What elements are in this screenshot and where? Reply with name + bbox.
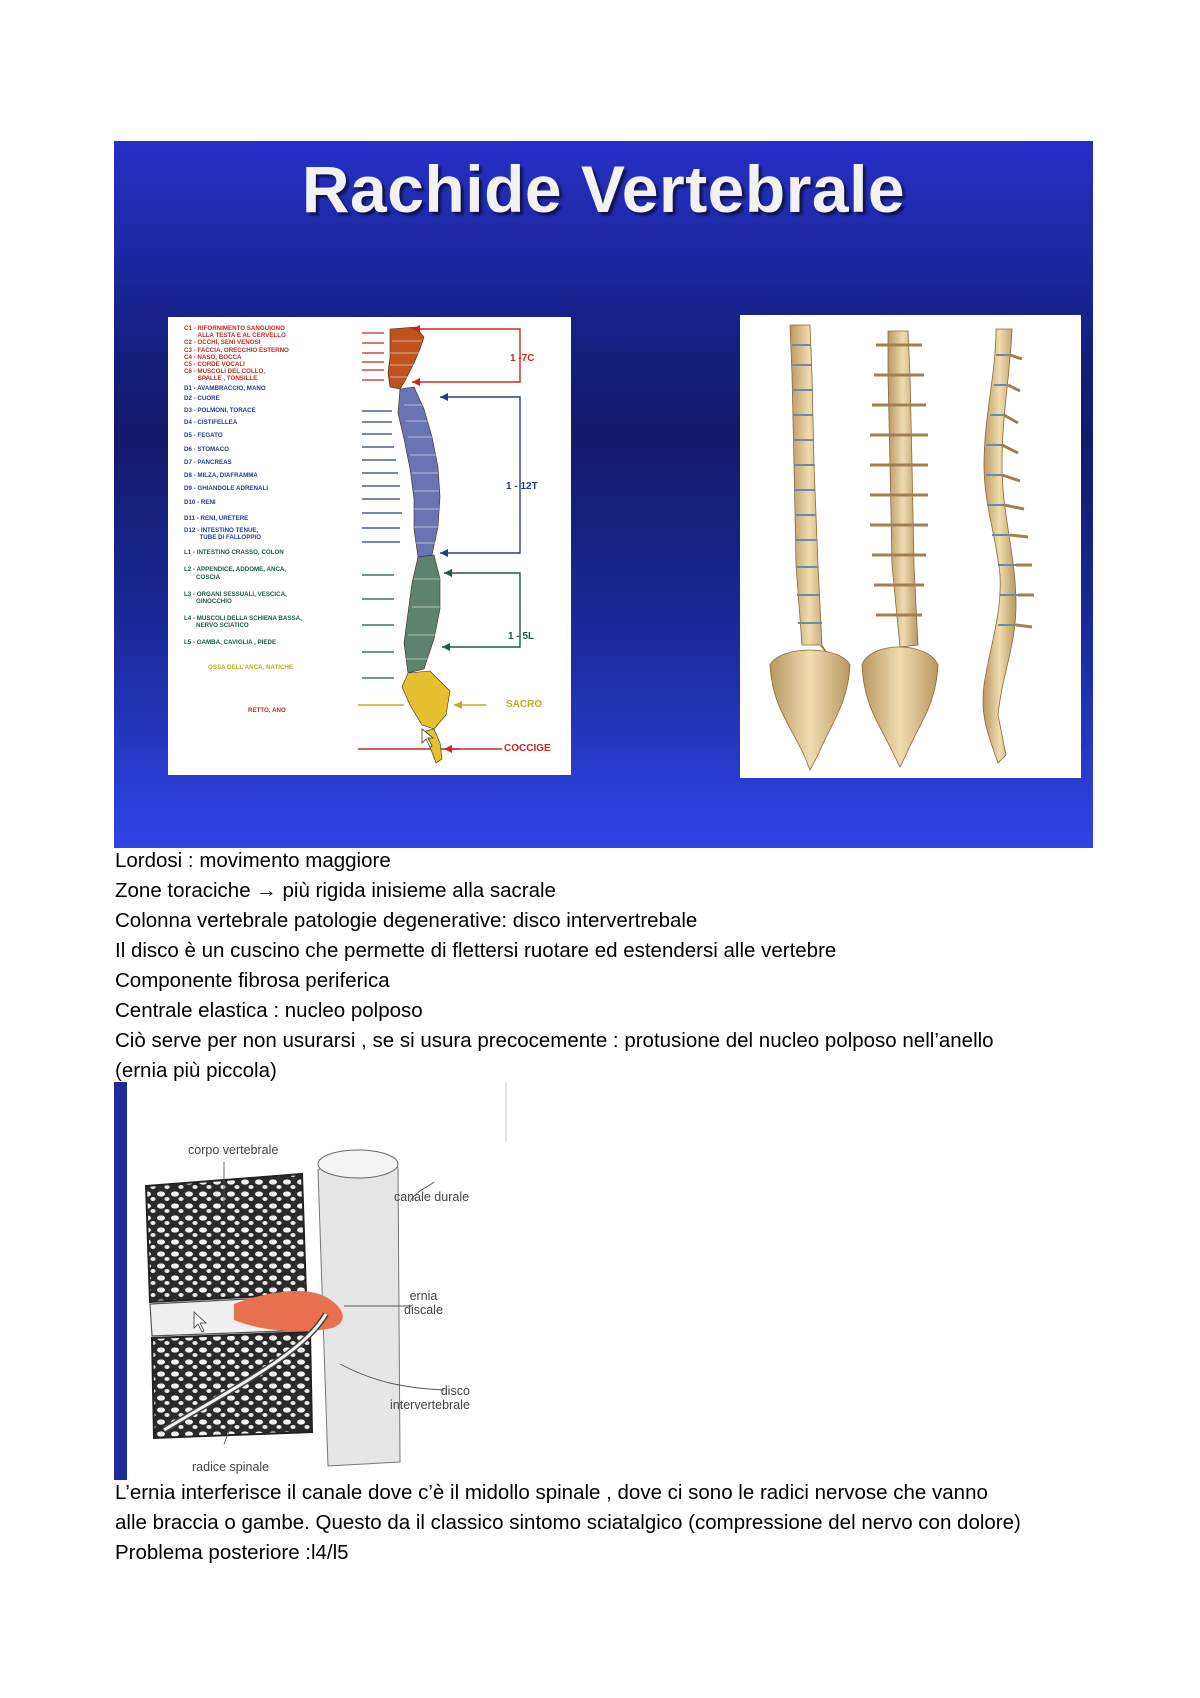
segment-sacrum: OSSA DELL'ANCA, NATICHE: [208, 663, 294, 671]
note-line-6: Centrale elastica : nucleo polposo: [115, 999, 423, 1022]
spine-segments-chart: [168, 317, 571, 775]
segment-d10: D10 - RENI: [184, 499, 216, 507]
note2-line-3: Problema posteriore :l4/l5: [115, 1541, 349, 1564]
segment-d1: D1 - AVAMBRACCIO, MANO: [184, 384, 266, 392]
note-line-4: Il disco è un cuscino che permette di flettersi ruotare ed estendersi alle vertebre: [115, 939, 837, 962]
segment-c6: C6 - MUSCOLI DEL COLLO, SPALLE , TONSILLE: [184, 368, 266, 383]
note-line-2: Zone toraciche → più rigida inisieme alla sacrale: [115, 879, 556, 902]
label-disco-intervertebrale: disco intervertebrale: [390, 1384, 470, 1412]
note-line-5: Componente fibrosa periferica: [115, 969, 390, 992]
cervical-label: 1 -7C: [510, 353, 535, 364]
segment-d12: D12 - INTESTINO TENUE, TUBE DI FALLOPPIO: [184, 526, 262, 542]
slide-title: Rachide Vertebrale: [301, 152, 906, 226]
segment-l4: L4 - MUSCOLI DELLA SCHIENA BASSA, NERVO SCIATICO: [184, 615, 302, 630]
segment-d6: D6 - STOMACO: [184, 445, 229, 453]
note-line-8: (ernia più piccola): [115, 1059, 277, 1082]
posterior-spine-view: [862, 331, 938, 767]
thoracic-label: 1 - 12T: [506, 481, 538, 492]
disc-hernia-figure: [114, 1082, 510, 1480]
notes-block-1: [115, 846, 1115, 1086]
segment-c3: C3 - FACCIA, ORECCHIO ESTERNO: [184, 346, 289, 354]
notes-block-2: [115, 1478, 1115, 1568]
sacrum-label: SACRO: [506, 699, 543, 710]
segment-l3: L3 - ORGANI SESSUALI, VESCICA, GINOCCHIO: [184, 590, 287, 606]
segment-c2: C2 - OCCHI, SENI VENOSI: [184, 339, 261, 347]
lumbar-label: 1 - 5L: [508, 631, 535, 642]
label-corpo-vertebrale: corpo vertebrale: [188, 1143, 279, 1157]
segment-d11: D11 - RENI, URETERE: [184, 514, 249, 522]
segment-d9: D9 - GHIANDOLE ADRENALI: [184, 485, 268, 493]
label-radice-spinale: radice spinale: [192, 1460, 270, 1474]
segment-c1: C1 - RIFORNIMENTO SANGUIGNO ALLA TESTA E AL CERVELLO: [184, 325, 286, 340]
note2-line-2: alle braccia o gambe. Questo da il classico sintomo sciatalgico (compressione del nervo con dolore): [115, 1511, 1021, 1534]
segment-d4: D4 - CISTIFELLEA: [184, 419, 238, 427]
label-ernia-discale: ernia discale: [404, 1289, 443, 1317]
slide-rachide-vertebrale: [114, 141, 1093, 848]
three-spine-views: [740, 315, 1081, 778]
segment-c4: C4 - NASO, BOCCA: [184, 353, 242, 361]
segment-d5: D5 - FEGATO: [184, 432, 223, 440]
coccyx-label: COCCIGE: [504, 743, 551, 754]
label-canale-durale: canale durale: [394, 1190, 470, 1204]
note-line-1: Lordosi : movimento maggiore: [115, 849, 391, 872]
segment-d8: D8 - MILZA, DIAFRAMMA: [184, 472, 258, 480]
segment-c5: C5 - CORDE VOCALI: [184, 361, 245, 369]
anterior-spine-view: [770, 325, 850, 770]
spine-views-illustration: [740, 315, 1081, 778]
segment-l5: L5 - GAMBA, CAVIGLIA , PIEDE: [184, 638, 277, 646]
segment-d7: D7 - PANCREAS: [184, 458, 232, 466]
note-line-3: Colonna vertebrale patologie degenerative: disco intervertrebale: [115, 909, 698, 932]
note2-line-1: L’ernia interferisce il canale dove c’è il midollo spinale , dove ci sono le radici nervose che vanno: [115, 1481, 988, 1504]
segment-d2: D2 - CUORE: [184, 394, 220, 402]
lateral-spine-view: [983, 329, 1034, 763]
segment-l2: L2 - APPENDICE, ADDOME, ANCA, COSCIA: [184, 566, 287, 581]
segment-d3: D3 - POLMONI, TORACE: [184, 407, 256, 415]
segment-coccyx: RETTO, ANO: [248, 707, 286, 715]
segment-l1: L1 - INTESTINO CRASSO, COLON: [184, 549, 284, 557]
note-line-7: Ciò serve per non usurarsi , se si usura precocemente : protusione del nucleo polposo nell’anello: [115, 1029, 994, 1052]
disc-hernia-illustration: [114, 1082, 510, 1480]
